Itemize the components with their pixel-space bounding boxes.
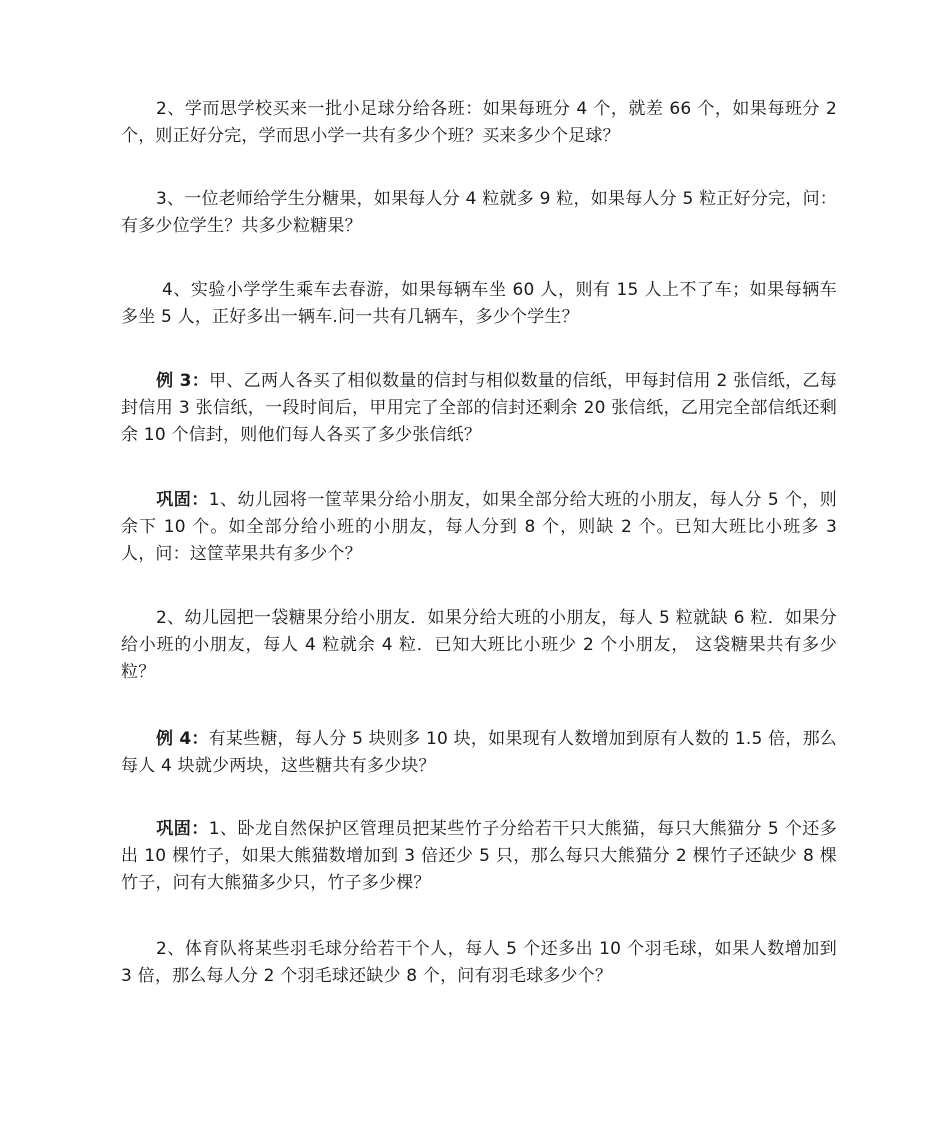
example-4-candies xyxy=(121,726,837,780)
paragraph-text: 3、一位老师给学生分糖果，如果每人分 4 粒就多 9 粒，如果每人分 5 粒正好分完，问：有多少位学生？共多少粒糖果？ xyxy=(121,189,837,236)
problem-3-teacher-candies xyxy=(121,186,837,240)
paragraph-text: 4、实验小学学生乘车去春游，如果每辆车坐 60 人，则有 15 人上不了车；如果每辆车多坐 5 人，正好多出一辆车.问一共有几辆车，多少个学生？ xyxy=(121,280,837,327)
paragraph-text: 1、卧龙自然保护区管理员把某些竹子分给若干只大熊猫，每只大熊猫分 5 个还多出 10 棵竹子，如果大熊猫数增加到 3 倍还少 5 只，那么每只大熊猫分 2 棵竹子还缺少 8 棵竹子，问有大熊猫多少只，竹子多少棵？ xyxy=(121,819,837,893)
practice-candy-bag xyxy=(121,605,837,686)
paragraph-text: 有某些糖，每人分 5 块则多 10 块，如果现有人数增加到原有人数的 1.5 倍，那么每人 4 块就少两块，这些糖共有多少块？ xyxy=(121,729,837,776)
practice-badminton xyxy=(121,936,837,990)
practice-apples xyxy=(121,487,837,568)
paragraph-text: 2、体育队将某些羽毛球分给若干个人，每人 5 个还多出 10 个羽毛球，如果人数增加到 3 倍，那么每人分 2 个羽毛球还缺少 8 个，问有羽毛球多少个？ xyxy=(121,939,837,986)
problem-2-schools-footballs xyxy=(121,96,837,150)
paragraph-text: 1、幼儿园将一筐苹果分给小朋友，如果全部分给大班的小朋友，每人分 5 个，则余下 10 个。如全部分给小班的小朋友，每人分到 8 个，则缺 2 个。已知大班比小班多 3 人，问：这筐苹果共有多少个？ xyxy=(121,490,837,564)
example-3-envelopes xyxy=(121,368,837,449)
paragraph-text: 甲、乙两人各买了相似数量的信封与相似数量的信纸，甲每封信用 2 张信纸，乙每封信用 3 张信纸，一段时间后，甲用完了全部的信封还剩余 20 张信纸，乙用完全部信纸还剩余 10 个信封，则他们每人各买了多少张信纸？ xyxy=(121,371,837,445)
problem-4-spring-outing xyxy=(121,277,837,331)
practice-label: 巩固： xyxy=(156,490,209,510)
practice-label: 巩固： xyxy=(156,819,209,839)
practice-pandas-bamboo xyxy=(121,816,837,897)
paragraph-text: 2、学而思学校买来一批小足球分给各班：如果每班分 4 个，就差 66 个，如果每班分 2 个，则正好分完，学而思小学一共有多少个班？买来多少个足球？ xyxy=(121,99,837,146)
example-label: 例 4： xyxy=(156,729,209,749)
example-label: 例 3： xyxy=(156,371,210,391)
paragraph-text: 2、幼儿园把一袋糖果分给小朋友．如果分给大班的小朋友，每人 5 粒就缺 6 粒．如果分给小班的小朋友，每人 4 粒就余 4 粒．已知大班比小班少 2 个小朋友， 这袋糖果共有多少粒？ xyxy=(121,608,837,682)
